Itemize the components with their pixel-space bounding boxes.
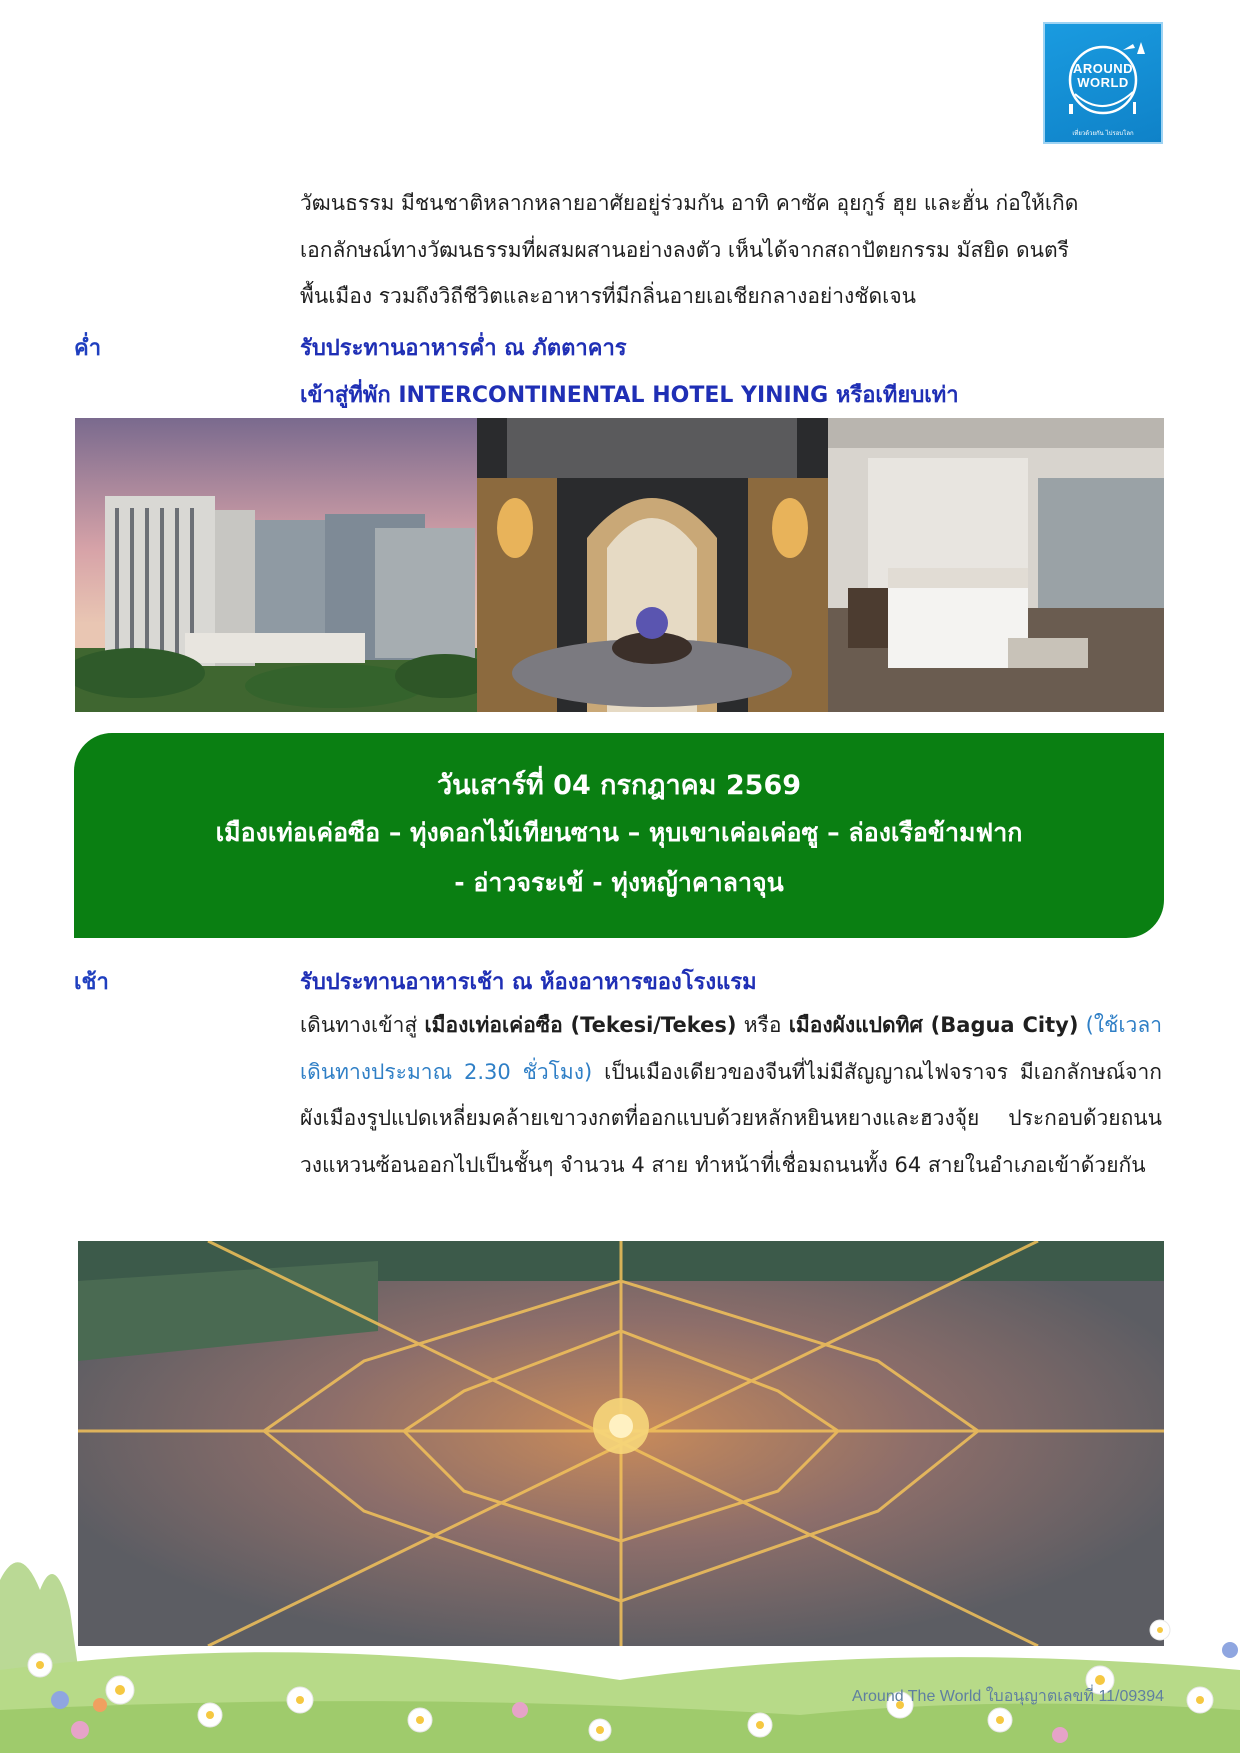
intro-line: วัฒนธรรม มีชนชาติหลากหลายอาศัยอยู่ร่วมกัน อาทิ คาซัค อุยกูร์ ฮุย และฮั่น ก่อให้เกิด: [300, 191, 1079, 215]
logo-tagline: เที่ยวด้วยกัน ไปรอบโลก: [1072, 130, 1134, 137]
intro-paragraph: [300, 180, 1162, 320]
flower-meadow-decoration: [0, 1520, 1240, 1753]
day-route-line2: - อ่าวจระเข้ - ทุ่งหญ้าคาลาจุน: [454, 868, 784, 897]
dinner-meal: รับประทานอาหารค่ำ ณ ภัตตาคาร: [300, 336, 627, 361]
hotel-lobby-photo: [477, 418, 828, 712]
license-footer: Around The World ใบอนุญาตเลขที่ 11/09394: [852, 1688, 1164, 1705]
day-date: วันเสาร์ที่ 04 กรกฎาคม 2569: [436, 770, 802, 801]
company-logo: [1043, 22, 1163, 144]
hotel-room-photo: [828, 418, 1164, 712]
bagua-city-name: เมืองผังแปดทิศ (Bagua City): [788, 1013, 1079, 1037]
intro-line: เอกลักษณ์ทางวัฒนธรรมที่ผสมผสานอย่างลงตัว เห็นได้จากสถาปัตยกรรม มัสยิด ดนตรี: [300, 237, 1069, 262]
day-route-line1: เมืองเท่อเค่อซือ – ทุ่งดอกไม้เทียนซาน – หุบเขาเค่อเค่อซู – ล่องเรือข้ามฟาก: [215, 818, 1023, 847]
tekes-name: เมืองเท่อเค่อซือ (Tekesi/Tekes): [424, 1013, 737, 1037]
hotel-exterior-photo: [75, 418, 477, 712]
day-banner: [74, 733, 1164, 938]
logo-wordmark: AROUND WORLD: [1072, 61, 1134, 90]
tekes-description: เดินทางเข้าสู่ เมืองเท่อเค่อซือ (Tekesi/Tekes) หรือ เมืองผังแปดทิศ (Bagua City) (ใช้เวลาเดินทางประมาณ 2.30 ชั่วโมง) เป็นเมืองเดียวของจีนที่ไม่มีสัญญาณไฟจราจร มีเอกลักษณ์จากผังเมืองรูปแปดเหลี่ยมคล้ายเขาวงกตที่ออกแบบด้วยหลักหยินหยางและฮวงจุ้ย ประกอบด้วยถนนวงแหวนซ้อนออกไปเป็นชั้นๆ จำนวน 4 สาย ทำหน้าที่เชื่อมถนนทั้ง 64 สายในอำเภอเข้าด้วยกัน: [300, 1013, 1163, 1177]
breakfast-label: เช้า: [74, 970, 109, 995]
intro-line: พื้นเมือง รวมถึงวิถีชีวิตและอาหารที่มีกลิ่นอายเอเชียกลางอย่างชัดเจน: [300, 284, 917, 308]
breakfast-meal: รับประทานอาหารเช้า ณ ห้องอาหารของโรงแรม: [300, 970, 757, 995]
travel-time-note: (ใช้เวลาเดินทางประมาณ 2.30 ชั่วโมง): [300, 1013, 1163, 1084]
hotel-line: เข้าสู่ที่พัก INTERCONTINENTAL HOTEL YINING หรือเทียบเท่า: [300, 383, 959, 408]
dinner-label: ค่ำ: [74, 336, 102, 361]
